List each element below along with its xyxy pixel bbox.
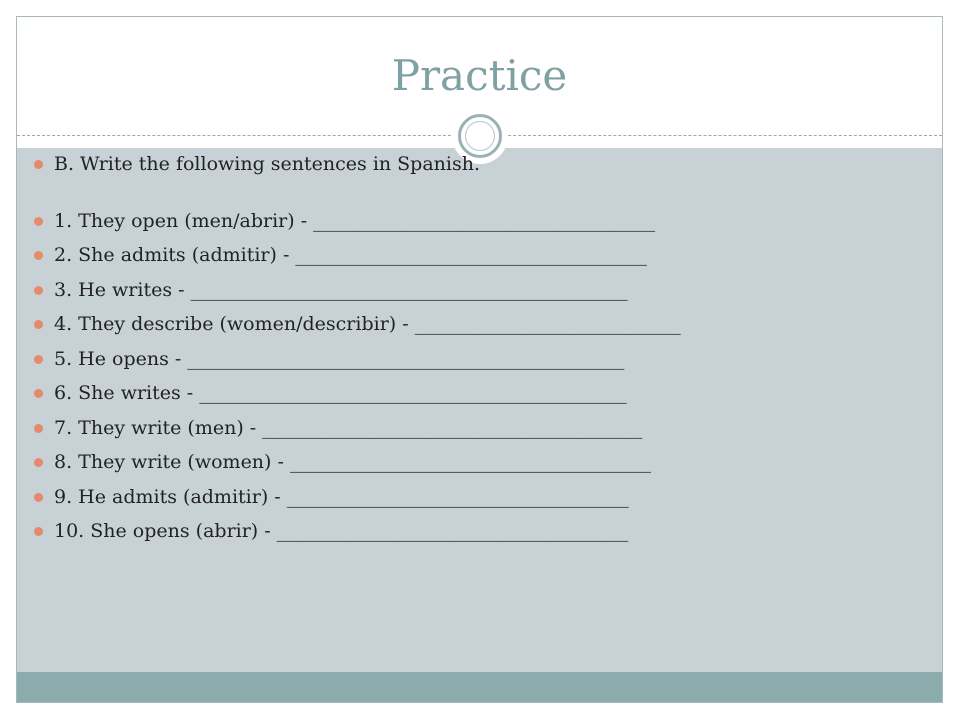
sentence-item: 5. He opens - ______________________________________________ — [34, 345, 681, 380]
sentence-item: 4. They describe (women/describir) - ____________________________ — [34, 310, 681, 345]
sentence-item: 6. She writes - _____________________________________________ — [34, 379, 681, 414]
sentence-item: 7. They write (men) - ________________________________________ — [34, 414, 681, 449]
bullet-icon — [34, 389, 43, 398]
sentence-item: 3. He writes - ______________________________________________ — [34, 276, 681, 311]
sentence-item: 8. They write (women) - ______________________________________ — [34, 448, 681, 483]
instruction-item: B. Write the following sentences in Spanish. — [34, 150, 681, 185]
bullet-icon — [34, 527, 43, 536]
bullet-list — [34, 150, 681, 552]
slide-title: Practice — [391, 51, 568, 100]
bullet-icon — [34, 217, 43, 226]
bullet-icon — [34, 458, 43, 467]
bullet-icon — [34, 355, 43, 364]
footer-bar — [17, 672, 942, 703]
sentence-item: 2. She admits (admitir) - _____________________________________ — [34, 241, 681, 276]
sentence-item: 9. He admits (admitir) - ____________________________________ — [34, 483, 681, 518]
bullet-icon — [34, 493, 43, 502]
bullet-icon — [34, 286, 43, 295]
bullet-icon — [34, 320, 43, 329]
bullet-icon — [34, 251, 43, 260]
sentence-item: 10. She opens (abrir) - _____________________________________ — [34, 517, 681, 552]
sentence-item: 1. They open (men/abrir) - ____________________________________ — [34, 207, 681, 242]
bullet-icon — [34, 424, 43, 433]
bullet-icon — [34, 160, 43, 169]
